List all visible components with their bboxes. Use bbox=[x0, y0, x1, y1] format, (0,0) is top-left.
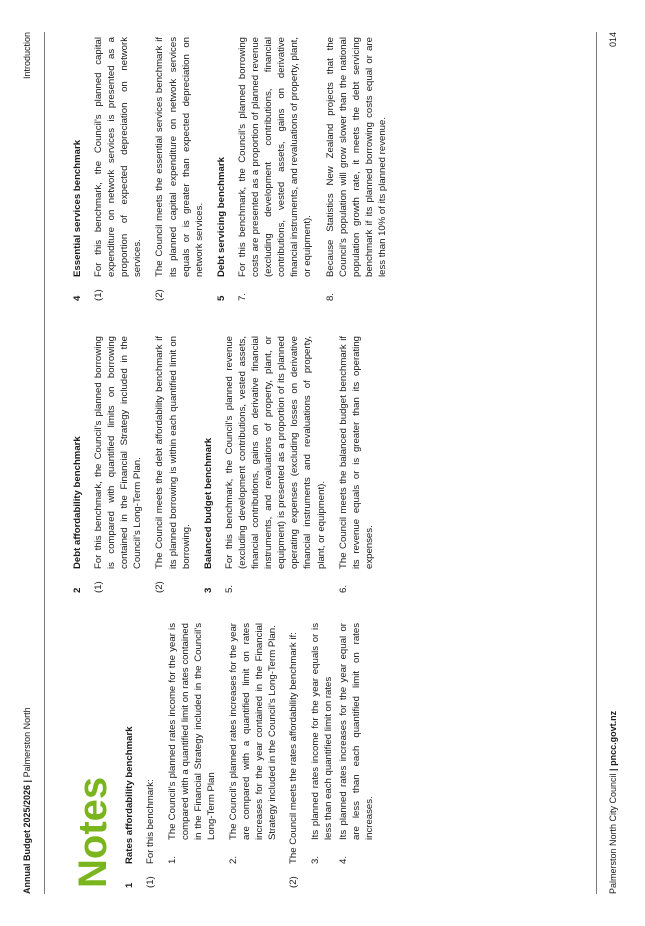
column-essential-services-and-debt-servicing bbox=[65, 37, 398, 301]
section-title: Balanced budget benchmark bbox=[202, 437, 214, 569]
clause-text: The Council meets the rates affordability benchmark if: bbox=[287, 632, 299, 864]
section-title: Debt affordability benchmark bbox=[72, 436, 83, 569]
footer-divider bbox=[596, 32, 597, 894]
clause-label: 8. bbox=[324, 292, 336, 301]
clause-text: The Council meets the essential services benchmark if its planned capital expenditure on network services equals or is greater than expected depreciation on network services. bbox=[154, 37, 205, 277]
clause-text: For this benchmark, the Council’s planned revenue (excluding development contributions, vested assets, financial contributions, gains on derivative financial instruments, and revaluations of property, plant, or equipment) is presented as a proportion of its planned operating expenses (excluding losses on derivative financial instruments and revaluations of property, plant, or equipment). bbox=[223, 336, 327, 569]
section-heading bbox=[123, 623, 136, 888]
clause-label: (1) bbox=[93, 581, 105, 593]
header-divider bbox=[44, 32, 45, 894]
clause bbox=[92, 37, 144, 301]
clause-label: 7. bbox=[236, 292, 248, 301]
page-header bbox=[22, 707, 32, 894]
clause bbox=[153, 37, 205, 301]
clause-label: (2) bbox=[287, 876, 299, 888]
column-debt-and-balanced-budget bbox=[65, 336, 385, 593]
section-title: Essential services benchmark bbox=[72, 139, 83, 277]
section-number: 5 bbox=[215, 295, 227, 301]
clause bbox=[337, 336, 376, 593]
page-title: Notes bbox=[71, 776, 115, 888]
page-number: 014 bbox=[608, 32, 618, 48]
organisation-name: Palmerston North bbox=[22, 707, 32, 778]
clause-label: (1) bbox=[145, 876, 157, 888]
section-heading bbox=[71, 336, 84, 593]
clause-label: (2) bbox=[154, 581, 166, 593]
section-title: Rates affordability benchmark bbox=[124, 726, 135, 864]
section-number: 1 bbox=[124, 882, 135, 888]
list-item-text: The Council’s planned rates income for the year is compared with a quantified limit on rates contained in the Financial Strategy included in the Council’s Long-Term Plan bbox=[167, 623, 218, 840]
clause bbox=[223, 336, 328, 593]
footer-separator: | bbox=[608, 768, 618, 771]
clause-text: For this benchmark, the Council’s planned borrowing is compared with quantified limits on borrowing contained in the Financial Strategy included in the Council’s Long-Term Plan. bbox=[93, 336, 144, 569]
column-rates-affordability bbox=[65, 623, 385, 888]
list-item-label: 4. bbox=[338, 855, 350, 864]
list-item-text: The Council’s planned rates increases for the year are compared with a quantified limit on rates increases for the year contained in the Financial Strategy included in the Council’s Long-Term Plan. bbox=[227, 623, 278, 840]
section-number: 4 bbox=[72, 295, 83, 301]
section-number: 2 bbox=[72, 587, 83, 593]
list-item-label: 2. bbox=[227, 855, 239, 864]
clause-label: (1) bbox=[93, 289, 105, 301]
clause-text: The Council meets the debt affordability benchmark if its planned borrowing is within each quantified limit on borrowing. bbox=[154, 336, 192, 569]
list-item bbox=[309, 623, 335, 864]
page-footer bbox=[608, 711, 618, 894]
clause bbox=[144, 623, 157, 888]
clause-text: For this benchmark, the Council’s planned capital expenditure on network services is presented as a proportion of expected depreciation on network services. bbox=[93, 37, 144, 277]
section-heading bbox=[71, 37, 84, 301]
clause-label: 6. bbox=[337, 584, 349, 593]
clause-text: For this benchmark: bbox=[145, 779, 157, 864]
list-item bbox=[166, 623, 218, 864]
clause bbox=[287, 623, 300, 888]
website-link[interactable]: pncc.govt.nz bbox=[608, 710, 618, 766]
clause bbox=[236, 37, 315, 301]
list-item-text: Its planned rates income for the year equals or is less than each quantified limit on rates bbox=[310, 623, 335, 840]
section-name: Introduction bbox=[22, 32, 32, 80]
council-name: Palmerston North City Council bbox=[608, 773, 618, 894]
section-title: Debt servicing benchmark bbox=[215, 157, 227, 277]
document-title: Annual Budget 2025/2026 bbox=[22, 784, 32, 894]
clause-label: (2) bbox=[154, 289, 166, 301]
section-heading bbox=[202, 336, 215, 593]
clause-text: The Council meets the balanced budget benchmark if its revenue equals or is greater than its operating expenses. bbox=[337, 336, 375, 569]
clause-text: For this benchmark, the Council’s planned borrowing costs are presented as a proportion of planned revenue (excluding development contributions, financial contributions, vested assets, gains on derivative financial instruments, and revaluations of property, plant, or equipment). bbox=[236, 37, 314, 277]
list-item bbox=[337, 623, 376, 864]
clause bbox=[92, 336, 144, 593]
header-separator: | bbox=[22, 779, 32, 783]
list-item-text: Its planned rates increases for the year equal or are less than each quantified limit on rates increases. bbox=[338, 623, 376, 840]
list-item-label: 3. bbox=[310, 855, 322, 864]
list-item bbox=[227, 623, 279, 864]
section-number: 3 bbox=[202, 587, 214, 593]
clause-text: Because Statistics New Zealand projects that the Council’s population will grow slower than the national population growth rate, it meets the debt servicing benchmark if its planned borrowing costs equal or are less than 10% of its planned revenue. bbox=[324, 37, 388, 277]
clause bbox=[153, 336, 192, 593]
clause-label: 5. bbox=[223, 584, 235, 593]
list-item-label: 1. bbox=[167, 855, 179, 864]
section-heading bbox=[215, 37, 228, 301]
clause bbox=[324, 37, 389, 301]
